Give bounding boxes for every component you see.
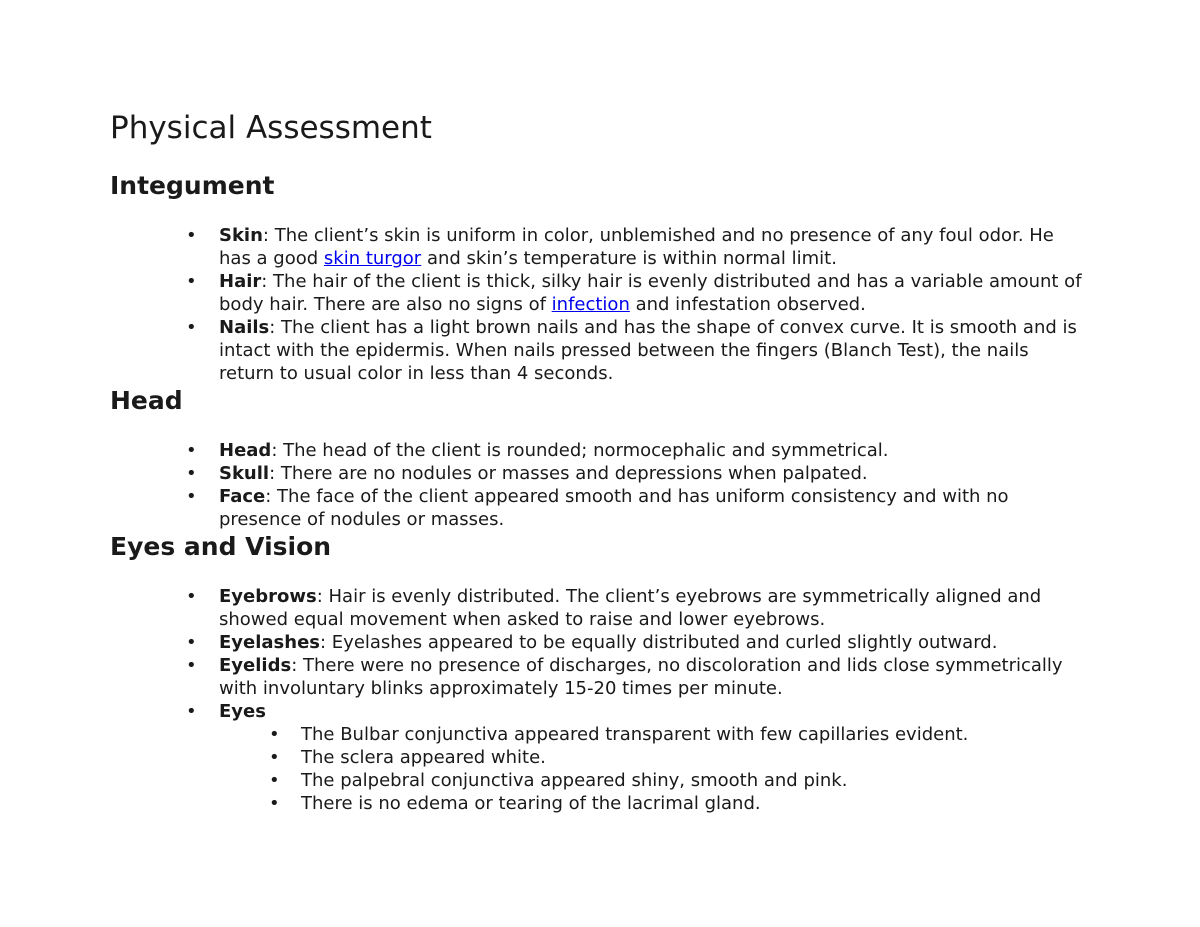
bullet-icon: • [186, 440, 197, 461]
sub-list-item [219, 723, 1089, 746]
sub-item-text: The sclera appeared white. [301, 747, 546, 768]
bullet-icon: • [186, 463, 197, 484]
list-item-eyes [110, 700, 1089, 815]
section-heading-eyes: Eyes and Vision [110, 532, 332, 561]
list-item-skull [110, 462, 1089, 485]
item-text: : There are no nodules or masses and depressions when palpated. [269, 463, 868, 484]
bullet-icon: • [186, 586, 197, 607]
item-text: : The client has a light brown nails and has the shape of convex curve. It is smooth and is intact with the epidermis. When nails pressed between the fingers (Blanch Test), the nails return to usual color in less than 4 seconds. [219, 317, 1077, 384]
item-text: and infestation observed. [629, 294, 866, 315]
page-title: Physical Assessment [110, 110, 432, 146]
list-item-face [110, 485, 1089, 531]
sub-item-text: The Bulbar conjunctiva appeared transparent with few capillaries evident. [301, 724, 969, 745]
item-label: Eyelids [219, 655, 292, 676]
item-label: Nails [219, 317, 270, 338]
list-item-eyebrows [110, 585, 1089, 631]
section-heading-head: Head [110, 386, 183, 415]
item-text: : The head of the client is rounded; normocephalic and symmetrical. [271, 440, 889, 461]
bullet-icon: • [186, 225, 197, 246]
skin-turgor-link[interactable]: skin turgor [323, 248, 422, 269]
infection-link[interactable]: infection [551, 294, 630, 315]
bullet-icon: • [186, 632, 197, 653]
item-text: : Hair is evenly distributed. The client’s eyebrows are symmetrically aligned and showed equal movement when asked to raise and lower eyebrows. [219, 586, 1042, 630]
list-item-eyelids [110, 654, 1089, 700]
item-label: Skin [219, 225, 263, 246]
list-item-nails [110, 316, 1089, 385]
item-text: : There were no presence of discharges, no discoloration and lids close symmetrically with involuntary blinks approximately 15-20 times per minute. [219, 655, 1063, 699]
bullet-icon: • [269, 770, 280, 791]
sub-list-item [219, 746, 1089, 769]
bullet-icon: • [186, 655, 197, 676]
eyes-list [110, 585, 1200, 815]
integument-list [110, 224, 1200, 385]
item-label: Face [219, 486, 266, 507]
item-text: : The client’s skin is uniform in color, unblemished and no presence of any foul odor. He has a good [219, 225, 1054, 269]
bullet-icon: • [186, 271, 197, 292]
bullet-icon: • [186, 317, 197, 338]
section-heading-integument: Integument [110, 171, 275, 200]
bullet-icon: • [186, 701, 197, 722]
list-item-head [110, 439, 1089, 462]
sub-item-text: There is no edema or tearing of the lacrimal gland. [301, 793, 761, 814]
item-text: : The face of the client appeared smooth and has uniform consistency and with no presence of nodules or masses. [219, 486, 1009, 530]
item-label: Eyelashes [219, 632, 321, 653]
sub-item-text: The palpebral conjunctiva appeared shiny, smooth and pink. [301, 770, 848, 791]
item-label: Skull [219, 463, 270, 484]
head-list [110, 439, 1200, 531]
bullet-icon: • [269, 724, 280, 745]
list-item-hair [110, 270, 1089, 316]
eyes-sub-list [219, 723, 1089, 815]
sub-list-item [219, 792, 1089, 815]
item-label: Head [219, 440, 272, 461]
sub-list-item [219, 769, 1089, 792]
item-label: Hair [219, 271, 262, 292]
item-text: : The hair of the client is thick, silky hair is evenly distributed and has a variable amount of body hair. There are also no signs of [219, 271, 1082, 315]
bullet-icon: • [269, 747, 280, 768]
bullet-icon: • [186, 486, 197, 507]
item-label: Eyes [219, 701, 266, 722]
item-text: and skin’s temperature is within normal limit. [421, 248, 837, 269]
item-text: : Eyelashes appeared to be equally distributed and curled slightly outward. [320, 632, 998, 653]
item-label: Eyebrows [219, 586, 317, 607]
list-item-skin [110, 224, 1089, 270]
bullet-icon: • [269, 793, 280, 814]
list-item-eyelashes [110, 631, 1089, 654]
